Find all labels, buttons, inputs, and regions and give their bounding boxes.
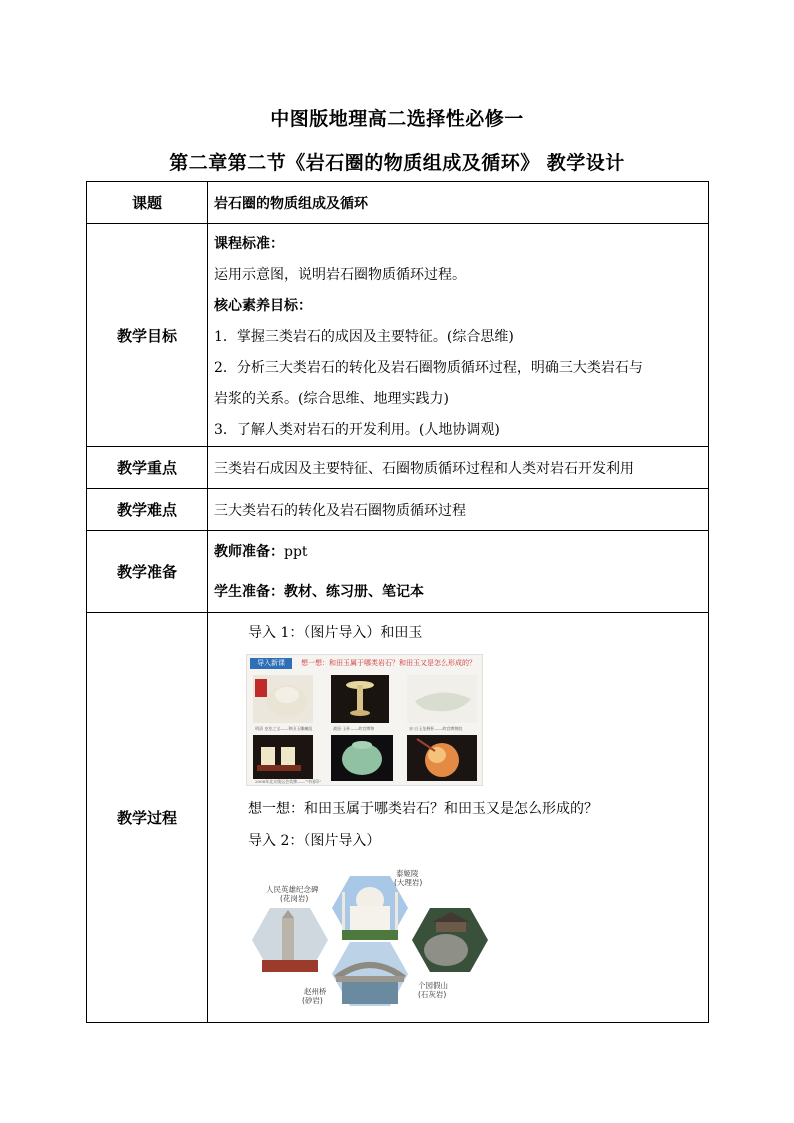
teacher-prep-heading: 教师准备： [214,543,284,560]
value-process [208,613,709,1023]
intro-2-text: 导入 2：（图片导入） [248,832,381,849]
intro-1-text: 导入 1：（图片导入）和田玉 [248,624,423,641]
question-text: 想一想：和田玉属于哪类岩石？和田玉又是怎么形成的？ [248,800,598,817]
difficult-text: 三大类岩石的转化及岩石圈物质循环过程 [214,502,466,519]
svg-text:宋·白玉龙柄杯——故宫博物院: 宋·白玉龙柄杯——故宫博物院 [409,725,463,731]
row-process [87,613,709,1023]
svg-text:战国·玉杯——故宫博物: 战国·玉杯——故宫博物 [333,725,375,731]
doc-title-line1: 中图版地理高二选择性必修一 [270,108,524,130]
svg-text:2008年北京奥运会奖牌——“中国印”: 2008年北京奥运会奖牌——“中国印” [255,778,322,784]
row-topic [87,182,709,224]
svg-text:明清 皇室之宝——和田玉雕螭纽: 明清 皇室之宝——和田玉雕螭纽 [255,725,313,731]
collage-question: 想一想：和田玉属于哪类岩石？和田玉又是怎么形成的？ [301,658,476,667]
teacher-prep-text: ppt [284,543,308,560]
hexagon-collage [246,866,496,1016]
row-prep [87,531,709,613]
label-difficult: 教学难点 [87,489,208,531]
label-goals: 教学目标 [87,224,208,447]
collage-tag: 导入新课 [250,658,292,669]
label-prep: 教学准备 [87,531,208,613]
standard-heading: 课程标准： [214,235,284,252]
row-difficult [87,489,709,531]
value-topic [208,182,709,224]
value-key [208,447,709,489]
row-goals [87,224,709,447]
label-garden-rock: (石灰岩) [418,989,447,999]
value-goals [208,224,709,447]
value-difficult [208,489,709,531]
label-topic: 课题 [87,182,208,224]
core-heading: 核心素养目标： [214,297,312,314]
standard-text: 运用示意图，说明岩石圈物质循环过程。 [214,266,466,283]
label-taj: 泰姬陵 [396,868,419,878]
key-text: 三类岩石成因及主要特征、石圈物质循环过程和人类对岩石开发利用 [214,460,634,477]
goal-item-1: 1．掌握三类岩石的成因及主要特征。(综合思维) [214,328,514,345]
jade-photo-collage [246,654,483,786]
topic-text: 岩石圈的物质组成及循环 [214,195,368,212]
goal-item-2a: 2．分析三大类岩石的转化及岩石圈物质循环过程，明确三大类岩石与 [214,359,643,376]
label-key: 教学重点 [87,447,208,489]
label-monument-rock: (花岗岩) [280,893,309,903]
rock-buildings-figure [246,866,496,1016]
lesson-plan-table [86,181,709,1023]
label-process: 教学过程 [87,613,208,1023]
row-key [87,447,709,489]
goal-item-3: 3．了解人类对岩石的开发利用。(人地协调观) [214,421,500,438]
student-prep-text: 教材、练习册、笔记本 [284,583,424,600]
jade-collage-graphic [247,655,482,785]
value-prep [208,531,709,613]
goal-item-2b: 岩浆的关系。(综合思维、地理实践力) [214,390,449,407]
label-bridge: 赵州桥 [304,986,327,996]
doc-title-line2: 第二章第二节《岩石圈的物质组成及循环》 教学设计 [169,152,625,174]
label-bridge-rock: (砂岩) [302,995,323,1005]
label-monument: 人民英雄纪念碑 [266,884,319,894]
label-taj-rock: (大理岩) [394,877,423,887]
student-prep-heading: 学生准备： [214,583,284,600]
label-garden: 个园假山 [418,980,448,990]
